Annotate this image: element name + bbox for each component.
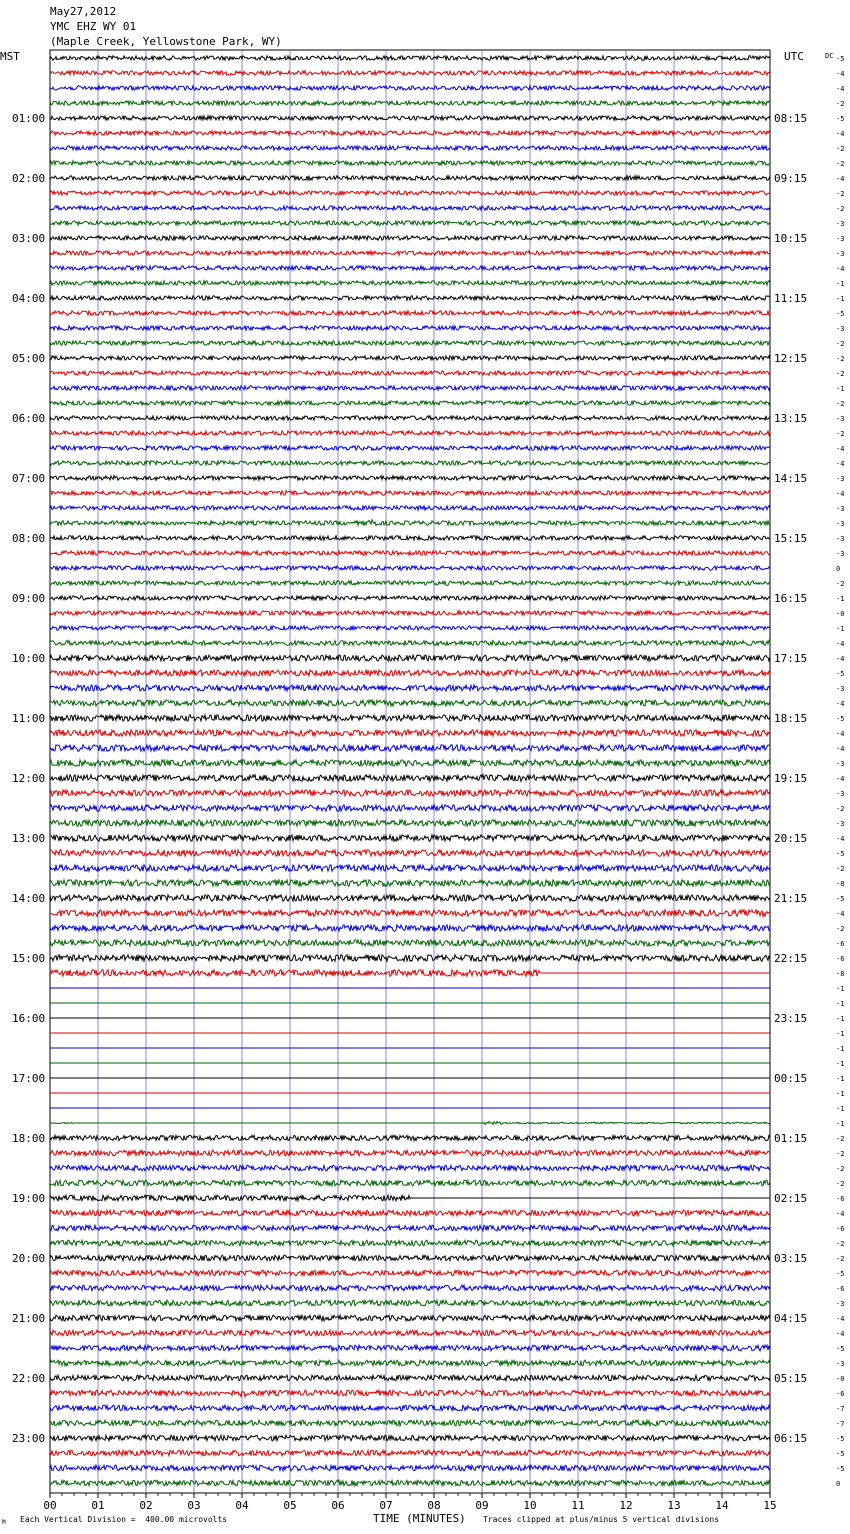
seismic-trace [50, 536, 770, 540]
dc-offset-label: -1 [836, 1105, 845, 1113]
mst-hour-label: 08:00 [12, 532, 46, 545]
utc-hour-label: 15:15 [774, 532, 808, 545]
dc-offset-label: -4 [836, 130, 845, 138]
dc-offset-label: -5 [836, 715, 845, 723]
mst-hour-label: 23:00 [12, 1432, 46, 1445]
dc-offset-label: -4 [836, 265, 845, 273]
seismic-trace [50, 1345, 770, 1351]
x-tick-label: 14 [715, 1499, 729, 1512]
seismic-trace [50, 655, 770, 661]
mst-hour-label: 10:00 [12, 652, 46, 665]
mst-hour-label: 14:00 [12, 892, 46, 905]
seismic-trace [50, 596, 770, 600]
dc-offset-label: -6 [836, 1390, 845, 1398]
dc-offset-label: -6 [836, 1285, 845, 1293]
dc-offset-label: -1 [836, 1060, 845, 1068]
chart-location: (Maple Creek, Yellowstone Park, WY) [50, 35, 282, 48]
dc-offset-label: -2 [836, 1150, 845, 1158]
seismic-trace [50, 1225, 770, 1231]
x-tick-label: 00 [43, 1499, 57, 1512]
mst-hour-label: 13:00 [12, 832, 46, 845]
seismic-trace [50, 1180, 770, 1186]
dc-offset-label: -5 [836, 895, 845, 903]
dc-offset-label: -5 [836, 1450, 845, 1458]
dc-offset-label: -8 [836, 970, 845, 978]
dc-offset-label: -5 [836, 850, 845, 858]
dc-offset-label: -5 [836, 55, 845, 63]
dc-offset-label: -2 [836, 805, 845, 813]
seismic-trace [50, 566, 770, 570]
mst-axis-label: MST [0, 50, 20, 63]
dc-offset-label: -7 [836, 1420, 845, 1428]
dc-offset-label: -4 [836, 835, 845, 843]
dc-offset-label: -3 [836, 250, 845, 258]
seismic-trace [50, 1375, 770, 1381]
seismic-trace [50, 146, 770, 150]
seismic-trace [50, 1165, 770, 1171]
x-tick-label: 15 [763, 1499, 777, 1512]
mst-hour-label: 03:00 [12, 232, 46, 245]
dc-offset-label: -4 [836, 1210, 845, 1218]
dc-offset-label: -5 [836, 1465, 845, 1473]
seismic-trace [50, 715, 770, 721]
seismic-trace [50, 581, 770, 585]
dc-offset-label: 0 [836, 1480, 841, 1488]
utc-hour-label: 21:15 [774, 892, 808, 905]
seismic-trace [50, 1420, 770, 1426]
dc-offset-label: -2 [836, 205, 845, 213]
dc-offset-label: -4 [836, 445, 845, 453]
mst-hour-label: 02:00 [12, 172, 46, 185]
seismic-trace [50, 401, 770, 405]
dc-offset-label: -2 [836, 925, 845, 933]
dc-offset-label: -3 [836, 535, 845, 543]
dc-offset-label: -4 [836, 175, 845, 183]
seismic-trace [50, 1210, 770, 1216]
seismic-trace [50, 116, 770, 120]
dc-offset-label: -2 [836, 355, 845, 363]
seismic-trace [50, 1465, 770, 1471]
mst-hour-label: 15:00 [12, 952, 46, 965]
seismic-trace [50, 1122, 770, 1125]
seismic-trace [50, 176, 770, 180]
seismic-trace [50, 1480, 770, 1486]
mst-hour-label: 18:00 [12, 1132, 46, 1145]
seismic-trace [50, 476, 770, 480]
seismic-trace [50, 446, 770, 450]
chart-station: YMC EHZ WY 01 [50, 20, 137, 33]
seismic-trace [50, 1360, 770, 1366]
dc-offset-label: -4 [836, 1330, 845, 1338]
dc-offset-label: -2 [836, 370, 845, 378]
mst-hour-label: 21:00 [12, 1312, 46, 1325]
dc-offset-label: -1 [836, 1045, 845, 1053]
dc-offset-label: -4 [836, 460, 845, 468]
dc-offset-label: -3 [836, 415, 845, 423]
x-tick-label: 02 [139, 1499, 153, 1512]
utc-hour-label: 09:15 [774, 172, 808, 185]
dc-offset-label: -4 [836, 745, 845, 753]
utc-hour-label: 04:15 [774, 1312, 808, 1325]
seismic-trace [50, 386, 770, 390]
dc-offset-label: -3 [836, 820, 845, 828]
dc-offset-label: -7 [836, 1405, 845, 1413]
seismic-trace [50, 416, 770, 420]
dc-offset-label: -1 [836, 595, 845, 603]
dc-offset-label: -1 [836, 1075, 845, 1083]
seismic-trace [50, 1435, 770, 1441]
seismic-trace [50, 356, 770, 360]
utc-hour-label: 10:15 [774, 232, 808, 245]
seismic-trace [50, 461, 770, 465]
dc-offset-label: -2 [836, 400, 845, 408]
seismic-trace [50, 1150, 770, 1156]
dc-offset-label: -4 [836, 640, 845, 648]
dc-offset-label: -5 [836, 1435, 845, 1443]
utc-hour-label: 08:15 [774, 112, 808, 125]
seismic-trace [50, 71, 770, 75]
dc-offset-label: -6 [836, 1225, 845, 1233]
seismic-trace [50, 1300, 770, 1306]
seismic-trace [50, 1285, 770, 1291]
dc-offset-label: -3 [836, 760, 845, 768]
x-tick-label: 10 [523, 1499, 537, 1512]
seismic-trace [50, 551, 770, 555]
utc-hour-label: 14:15 [774, 472, 808, 485]
utc-hour-label: 02:15 [774, 1192, 808, 1205]
x-tick-label: 13 [667, 1499, 681, 1512]
seismic-trace [50, 221, 770, 225]
seismic-trace [50, 1270, 770, 1276]
mst-hour-label: 04:00 [12, 292, 46, 305]
dc-offset-label: -1 [836, 385, 845, 393]
dc-offset-label: -2 [836, 430, 845, 438]
dc-offset-label: -3 [836, 790, 845, 798]
utc-hour-label: 01:15 [774, 1132, 808, 1145]
seismic-trace [50, 730, 770, 736]
seismic-trace [50, 910, 770, 916]
seismic-trace [50, 1405, 770, 1411]
dc-offset-label: -2 [836, 1165, 845, 1173]
dc-offset-label: -6 [836, 940, 845, 948]
x-tick-label: 05 [283, 1499, 297, 1512]
utc-hour-label: 03:15 [774, 1252, 808, 1265]
mst-hour-label: 22:00 [12, 1372, 46, 1385]
utc-hour-label: 22:15 [774, 952, 808, 965]
corner-mark: M [2, 1519, 6, 1526]
seismic-trace [50, 641, 770, 646]
seismic-trace [50, 880, 770, 886]
utc-hour-label: 00:15 [774, 1072, 808, 1085]
dc-offset-label: -2 [836, 145, 845, 153]
seismic-trace [50, 835, 770, 841]
seismic-trace [50, 670, 770, 676]
x-axis-title: TIME (MINUTES) [373, 1512, 466, 1525]
x-tick-label: 01 [91, 1499, 105, 1512]
seismic-trace [50, 775, 770, 781]
utc-hour-label: 06:15 [774, 1432, 808, 1445]
mst-hour-label: 20:00 [12, 1252, 46, 1265]
seismic-trace [50, 925, 770, 931]
seismic-trace [50, 1195, 770, 1201]
seismic-trace [50, 700, 770, 706]
seismic-trace [50, 611, 770, 615]
utc-hour-label: 18:15 [774, 712, 808, 725]
seismic-trace [50, 520, 770, 526]
dc-offset-label: -1 [836, 625, 845, 633]
utc-hour-label: 19:15 [774, 772, 808, 785]
clip-note: Traces clipped at plus/minus 5 vertical divisions [483, 1515, 720, 1524]
chart-date: May27,2012 [50, 5, 117, 18]
dc-offset-label: -2 [836, 1180, 845, 1188]
seismic-trace [50, 236, 770, 240]
dc-offset-label: -2 [836, 160, 845, 168]
seismic-trace [50, 626, 770, 630]
utc-hour-label: 20:15 [774, 832, 808, 845]
x-tick-label: 08 [427, 1499, 441, 1512]
dc-offset-label: -1 [836, 985, 845, 993]
x-tick-label: 09 [475, 1499, 489, 1512]
x-tick-label: 04 [235, 1499, 249, 1512]
dc-offset-label: -5 [836, 1345, 845, 1353]
dc-offset-label: -3 [836, 475, 845, 483]
seismic-trace [50, 760, 770, 766]
plot-frame [50, 50, 770, 1493]
seismic-trace [50, 86, 770, 90]
seismic-trace [50, 1450, 770, 1456]
seismic-trace [50, 850, 770, 856]
dc-offset-label: -1 [836, 1030, 845, 1038]
dc-offset-label: -8 [836, 880, 845, 888]
dc-offset-label: -4 [836, 700, 845, 708]
seismic-trace [50, 161, 770, 165]
seismic-trace [50, 790, 770, 796]
dc-offset-label: -2 [836, 865, 845, 873]
seismic-trace [50, 745, 770, 751]
scale-note: Each Vertical Division = 400.00 microvolts [20, 1515, 228, 1524]
seismic-trace [50, 56, 770, 60]
dc-offset-label: -2 [836, 1240, 845, 1248]
dc-offset-label: -2 [836, 190, 845, 198]
dc-offset-label: -4 [836, 910, 845, 918]
dc-offset-label: -1 [836, 1120, 845, 1128]
seismic-trace [50, 101, 770, 105]
dc-offset-label: -1 [836, 1000, 845, 1008]
seismic-trace [50, 431, 770, 435]
seismic-trace [50, 341, 770, 345]
seismic-trace [50, 491, 770, 495]
dc-label: DC [825, 52, 834, 60]
mst-hour-label: 17:00 [12, 1072, 46, 1085]
mst-hour-label: 07:00 [12, 472, 46, 485]
seismic-trace [50, 266, 770, 270]
dc-offset-label: -3 [836, 550, 845, 558]
dc-offset-label: -2 [836, 340, 845, 348]
dc-offset-label: -3 [836, 1300, 845, 1308]
dc-offset-label: -3 [836, 325, 845, 333]
x-tick-label: 03 [187, 1499, 201, 1512]
mst-hour-label: 05:00 [12, 352, 46, 365]
mst-hour-label: 06:00 [12, 412, 46, 425]
mst-hour-label: 01:00 [12, 112, 46, 125]
dc-offset-label: -4 [836, 730, 845, 738]
mst-hour-label: 16:00 [12, 1012, 46, 1025]
seismic-trace [50, 296, 770, 300]
dc-offset-label: -4 [836, 490, 845, 498]
utc-hour-label: 12:15 [774, 352, 808, 365]
seismic-trace [50, 1390, 770, 1397]
seismic-trace [50, 131, 770, 135]
dc-offset-label: -1 [836, 280, 845, 288]
dc-offset-label: -3 [836, 220, 845, 228]
dc-offset-label: -3 [836, 520, 845, 528]
utc-hour-label: 13:15 [774, 412, 808, 425]
dc-offset-label: -5 [836, 115, 845, 123]
seismic-trace [50, 1330, 770, 1336]
mst-hour-label: 09:00 [12, 592, 46, 605]
dc-offset-label: -6 [836, 1195, 845, 1203]
dc-offset-label: -2 [836, 1255, 845, 1263]
x-tick-label: 11 [571, 1499, 585, 1512]
seismic-trace [50, 895, 770, 901]
utc-hour-label: 05:15 [774, 1372, 808, 1385]
dc-offset-label: -5 [836, 1270, 845, 1278]
seismic-trace [50, 1255, 770, 1261]
mst-hour-label: 12:00 [12, 772, 46, 785]
seismic-trace [50, 805, 770, 811]
utc-hour-label: 16:15 [774, 592, 808, 605]
seismic-trace [50, 940, 770, 946]
utc-hour-label: 17:15 [774, 652, 808, 665]
seismic-trace [50, 1135, 770, 1140]
mst-hour-label: 11:00 [12, 712, 46, 725]
seismic-trace [50, 311, 770, 315]
utc-hour-label: 11:15 [774, 292, 808, 305]
seismic-trace [50, 685, 770, 691]
seismic-trace [50, 326, 770, 330]
seismic-trace [50, 955, 770, 961]
dc-offset-label: -1 [836, 1015, 845, 1023]
mst-hour-label: 19:00 [12, 1192, 46, 1205]
seismic-trace [50, 281, 770, 285]
seismic-trace [50, 970, 770, 976]
dc-offset-label: -4 [836, 655, 845, 663]
dc-offset-label: -4 [836, 70, 845, 78]
seismic-trace [50, 206, 770, 210]
utc-hour-label: 23:15 [774, 1012, 808, 1025]
seismic-trace [50, 1315, 770, 1321]
dc-offset-label: 0 [836, 565, 841, 573]
dc-offset-label: -0 [836, 610, 845, 618]
seismic-trace [50, 371, 770, 375]
utc-axis-label: UTC [784, 50, 804, 63]
dc-offset-label: -3 [836, 1360, 845, 1368]
dc-offset-label: -5 [836, 670, 845, 678]
seismic-trace [50, 1240, 770, 1246]
x-tick-label: 06 [331, 1499, 345, 1512]
seismic-trace [50, 865, 770, 871]
dc-offset-label: -6 [836, 955, 845, 963]
seismic-trace [50, 506, 770, 510]
dc-offset-label: -2 [836, 580, 845, 588]
dc-offset-label: -1 [836, 1090, 845, 1098]
dc-offset-label: -2 [836, 1135, 845, 1143]
dc-offset-label: -2 [836, 100, 845, 108]
dc-offset-label: -3 [836, 685, 845, 693]
dc-offset-label: -4 [836, 1315, 845, 1323]
dc-offset-label: -4 [836, 775, 845, 783]
dc-offset-label: -5 [836, 310, 845, 318]
seismic-trace [50, 191, 770, 195]
x-tick-label: 07 [379, 1499, 393, 1512]
seismic-trace [50, 251, 770, 255]
dc-offset-label: -0 [836, 1375, 845, 1383]
dc-offset-label: -3 [836, 235, 845, 243]
dc-offset-label: -3 [836, 505, 845, 513]
x-tick-label: 12 [619, 1499, 633, 1512]
dc-offset-label: -1 [836, 295, 845, 303]
seismic-trace [50, 820, 770, 826]
dc-offset-label: -4 [836, 85, 845, 93]
